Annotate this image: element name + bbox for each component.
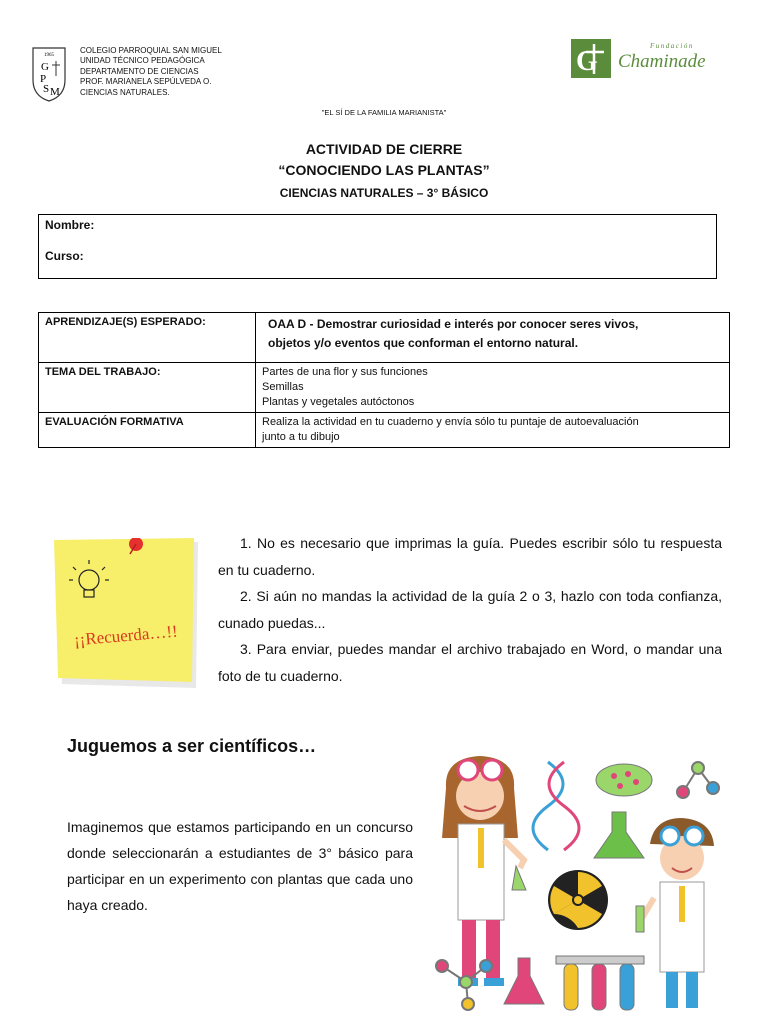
table-key: EVALUACIÓN FORMATIVA (39, 413, 256, 448)
section-paragraph: Imaginemos que estamos participando en un concurso donde seleccionarán a estudiantes de 3° básico para participar en un experimento con plantas que cada uno haya creado. (67, 819, 413, 913)
table-value-line: Semillas (262, 381, 304, 393)
school-line: PROF. MARIANELA SEPÚLVEDA O. (80, 77, 212, 87)
svg-text:G: G (576, 46, 598, 77)
table-value-line: Realiza la actividad en tu cuaderno y envía sólo tu puntaje de autoevaluación (262, 416, 639, 428)
course-label: Curso: (45, 249, 84, 263)
sticky-note (52, 538, 200, 690)
molecule-icon (677, 762, 719, 798)
flask-icon (594, 812, 644, 858)
table-key: TEMA DEL TRABAJO: (39, 363, 256, 413)
school-line: DEPARTAMENTO DE CIENCIAS (80, 66, 199, 76)
svg-text:1965: 1965 (44, 53, 54, 58)
instruction-item: 3. Para enviar, puedes mandar el archivo trabajado en Word, o mandar una foto de tu cuaderno. (218, 641, 722, 684)
table-value-line: Partes de una flor y sus funciones (262, 366, 428, 378)
svg-text:Fundación: Fundación (650, 42, 694, 50)
petri-dish-icon (596, 764, 652, 796)
svg-text:S: S (43, 83, 50, 95)
note-text: ¡¡Recuerda…!! (73, 621, 179, 650)
svg-text:M: M (50, 86, 60, 98)
instruction-item: 1. No es necesario que imprimas la guía. Puedes escribir sólo tu respuesta en tu cuaderno. (218, 535, 722, 578)
section-heading: Juguemos a ser científicos… (67, 736, 317, 756)
table-key: APRENDIZAJE(S) ESPERADO: (39, 313, 256, 363)
subject-grade: CIENCIAS NATURALES – 3° BÁSICO (279, 186, 489, 200)
flask-icon (504, 958, 544, 1004)
chaminade-logo (570, 38, 730, 80)
svg-text:P: P (40, 73, 47, 85)
table-value-line: Plantas y vegetales autóctonos (262, 396, 415, 408)
school-line: COLEGIO PARROQUIAL SAN MIGUEL (80, 46, 222, 55)
page-subtitle: “CONOCIENDO LAS PLANTAS” (278, 162, 490, 178)
radiation-icon (548, 870, 608, 930)
table-value (256, 313, 730, 363)
dna-icon (533, 762, 579, 850)
svg-text:Chaminade: Chaminade (618, 51, 706, 72)
test-tubes-icon (556, 956, 644, 1010)
table-value-line: objetos y/o eventos que conforman el entorno natural. (268, 336, 579, 350)
table-row (39, 413, 730, 448)
info-table (38, 312, 730, 448)
page-title: ACTIVIDAD DE CIERRE (305, 141, 463, 157)
instruction-item: 2. Si aún no mandas la actividad de la guía 2 o 3, hazlo con toda confianza, cunado puedas... (218, 588, 722, 631)
school-line: UNIDAD TÉCNICO PEDAGÓGICA (80, 56, 205, 66)
table-row (39, 313, 730, 363)
svg-text:G: G (41, 61, 49, 73)
school-info (80, 46, 222, 98)
table-value (256, 413, 730, 448)
instructions (218, 530, 722, 689)
table-row (39, 363, 730, 413)
name-label: Nombre: (45, 218, 95, 232)
school-crest-icon (30, 46, 68, 102)
student-box (38, 214, 717, 279)
girl-scientist-icon (442, 756, 526, 986)
school-line: CIENCIAS NATURALES. (80, 87, 170, 97)
table-value-line: junto a tu dibujo (262, 431, 340, 443)
table-value (256, 363, 730, 413)
scientists-illustration (428, 748, 728, 1018)
motto: "EL SÍ DE LA FAMILIA MARIANISTA" (321, 108, 447, 117)
boy-scientist-icon (636, 818, 714, 1008)
table-value-line: OAA D - Demostrar curiosidad e interés por conocer seres vivos, (268, 317, 639, 331)
